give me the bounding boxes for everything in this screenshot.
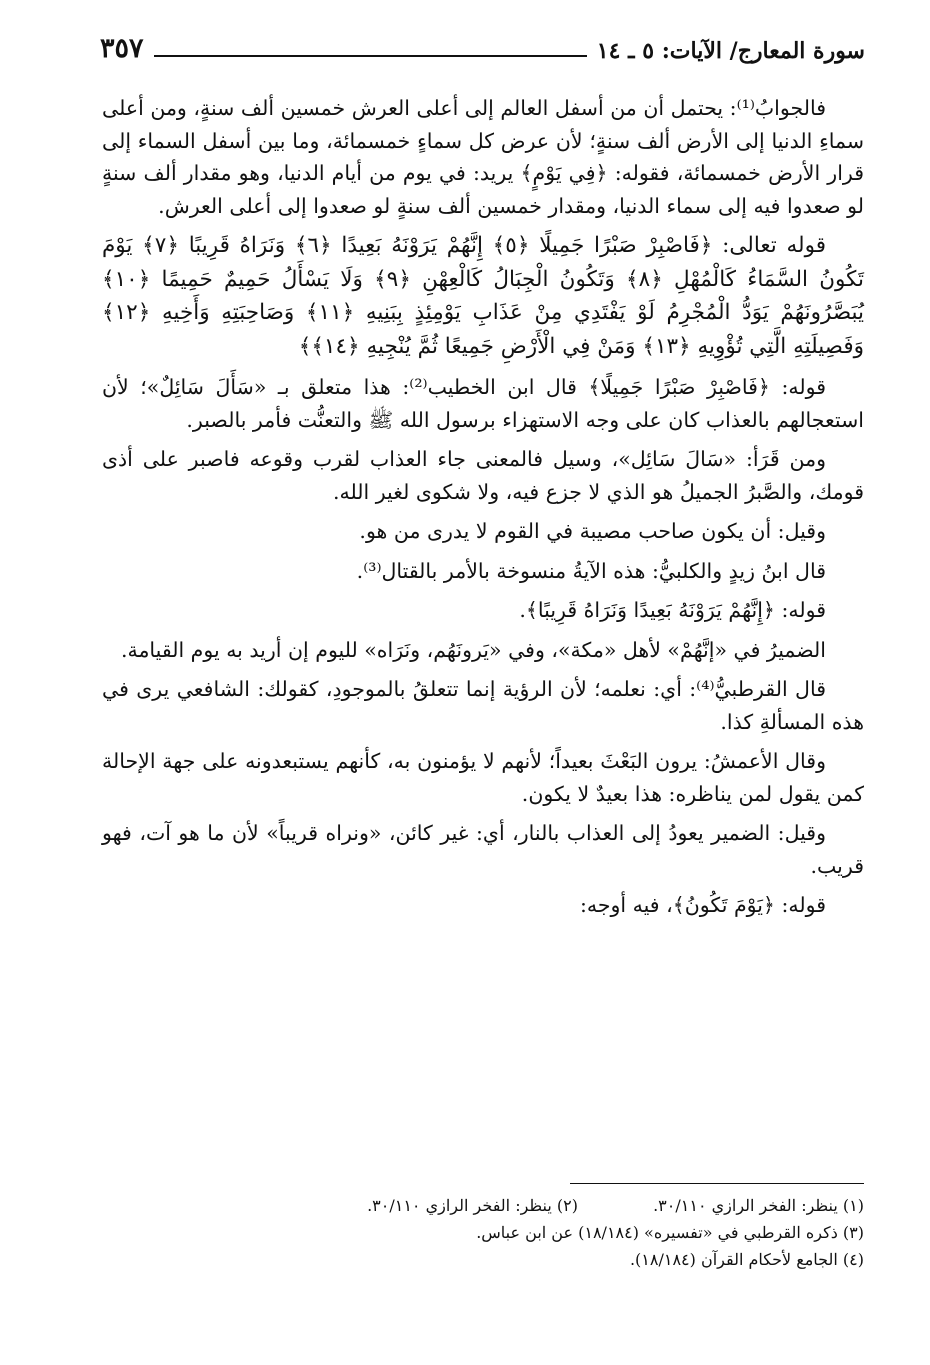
header-rule xyxy=(154,55,587,57)
footnotes xyxy=(250,1192,864,1273)
paragraph-qil-2: وقيل: الضمير يعودُ إلى العذاب بالنار، أي: غير كائن، «ونراه قريباً» لأن ما هو آت، فهو قريب. xyxy=(102,821,864,878)
paragraph-ibn-khatib: قوله: ﴿فَاصْبِرْ صَبْرًا جَمِيلًا﴾ قال ابن الخطيب⁽²⁾: هذا متعلق بـ «سَأَلَ سَائِلٌ»؛ لأن استعجالهم بالعذاب كان على وجه الاستهزاء برسول الله ﷺ والتعنُّت فأمر بالصبر. xyxy=(102,375,864,432)
paragraph-qawluhu-2: قوله: ﴿يَوْمَ تَكُونُ﴾، فيه أوجه: xyxy=(579,893,826,917)
running-header xyxy=(100,28,865,64)
paragraph-qil-1: وقيل: أن يكون صاحب مصيبة في القوم لا يدرى من هو. xyxy=(359,519,826,543)
paragraph-qurtubi: قال القرطبيُّ⁽⁴⁾: أي: نعلمه؛ لأن الرؤية إنما تتعلقُ بالموجودِ، كقولك: الشافعي يرى في هذه المسألةِ كذا. xyxy=(102,677,864,734)
paragraph-qawluhu-1: قوله: ﴿إِنَّهُمْ يَرَوْنَهُ بَعِيدًا وَنَرَاهُ قَرِيبًا﴾. xyxy=(519,598,826,622)
footnote-row xyxy=(250,1192,864,1219)
paragraph-ibn-zaid: قال ابنُ زيدٍ والكلبيُّ: هذه الآيةُ منسوخة بالأمر بالقتال⁽³⁾. xyxy=(356,558,826,583)
page-number: ٣٥٧ xyxy=(100,33,144,64)
footnote-separator xyxy=(570,1183,864,1184)
paragraph-amash: وقال الأعمشُ: يرون البَعْثَ بعيداً؛ لأنهم لا يؤمنون به، كأنهم يستبعدونه على جهة الإحالة كمن يقول لمن يناظره: هذا بعيدٌ لا يكون. xyxy=(102,749,864,806)
main-text xyxy=(102,92,864,929)
paragraph-pronoun: الضميرُ في «إنَّهُمْ» لأهل «مكة»، وفي «يَرونَهُم، ونَرَاه» لليوم إن أريد به يوم القيامة. xyxy=(120,637,826,662)
footnote-4: (٤) الجامع لأحكام القرآن (١٨/١٨٤). xyxy=(629,1250,864,1269)
paragraph-reading: ومن قَرَأ: «سَالَ سَائِل»، وسيل فالمعنى جاء العذاب لقرب وقوعه فاصبر على أذى قومك، والصَّبرُ الجميلُ هو الذي لا جزع فيه، ولا شكوى لغير الله. xyxy=(102,447,864,504)
footnote-1: (١) ينظر: الفخر الرازي ٣٠/١١٠. xyxy=(653,1196,864,1215)
header-title: سورة المعارج/ الآيات: ٥ ـ ١٤ xyxy=(596,38,865,64)
footnote-3: (٣) ذكره القرطبي في «تفسيره» (١٨/١٨٤) عن ابن عباس. xyxy=(476,1223,864,1242)
paragraph-answer: فالجوابُ⁽¹⁾: يحتمل أن من أسفل العالم إلى أعلى العرش خمسين ألف سنةٍ، ومن أعلى سماءِ الدنيا إلى الأرض ألف سنةٍ؛ لأن عرض كل سماءٍ خمسمائة، وما بين أسفل السماء إلى قرار الأرض خمسمائة، فقوله: ﴿فِي يَوْمٍ﴾ يريد: في يوم من أيام الدنيا، وهو مقدار ألف سنةٍ لو صعدوا فيه إلى سماء الدنيا، ومقدار خمسين ألف سنةٍ لو صعدوا إلى أعلى العرش. xyxy=(102,96,864,218)
footnote-2: (٢) ينظر: الفخر الرازي ٣٠/١١٠. xyxy=(367,1196,578,1215)
quran-verses: قوله تعالى: ﴿فَاصْبِرْ صَبْرًا جَمِيلًا ﴿٥﴾ إِنَّهُمْ يَرَوْنَهُ بَعِيدًا ﴿٦﴾ وَنَرَاهُ قَرِيبًا ﴿٧﴾ يَوْمَ تَكُونُ السَّمَاءُ كَالْمُهْلِ ﴿٨﴾ وَتَكُونُ الْجِبَالُ كَالْعِهْنِ ﴿٩﴾ وَلَا يَسْأَلُ حَمِيمٌ حَمِيمًا ﴿١٠﴾ يُبَصَّرُونَهُمْ يَوَدُّ الْمُجْرِمُ لَوْ يَفْتَدِي مِنْ عَذَابِ يَوْمِئِذٍ بِبَنِيهِ ﴿١١﴾ وَصَاحِبَتِهِ وَأَخِيهِ ﴿١٢﴾ وَفَصِيلَتِهِ الَّتِي تُؤْوِيهِ ﴿١٣﴾ وَمَنْ فِي الْأَرْضِ جَمِيعًا ثُمَّ يُنْجِيهِ ﴿١٤﴾﴾ xyxy=(102,233,865,359)
